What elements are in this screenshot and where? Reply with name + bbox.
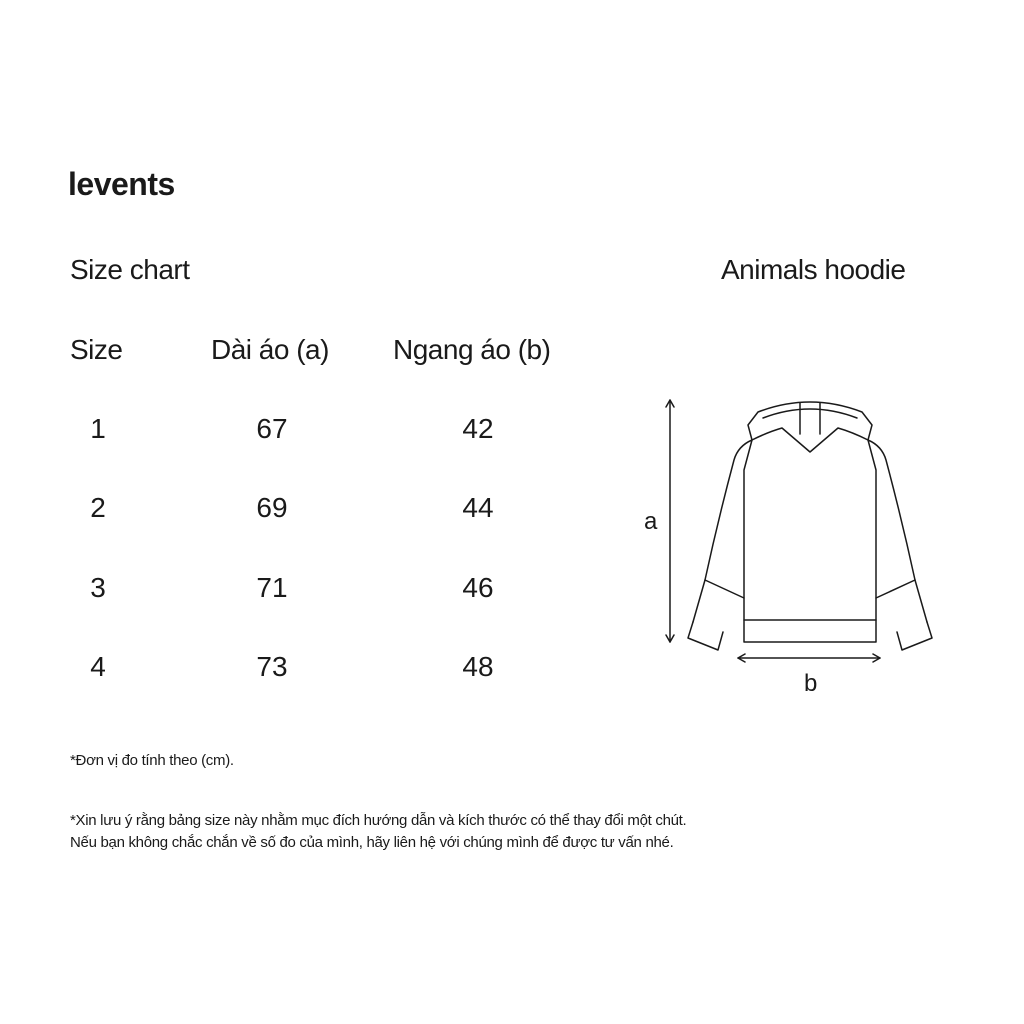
table-cell-size: 1	[90, 413, 106, 444]
disclaimer-note	[70, 810, 686, 854]
table-cell-length: 67	[256, 413, 288, 444]
table-cell-size: 3	[90, 572, 106, 603]
table-cell-size: 2	[90, 492, 106, 523]
table-cell-length: 71	[256, 572, 288, 603]
brand-logo: levents	[68, 166, 175, 202]
column-header-length: Dài áo (a)	[211, 334, 329, 365]
dimension-label-length: a	[644, 508, 658, 535]
table-cell-length: 73	[256, 651, 288, 682]
dimension-label-width: b	[804, 670, 818, 697]
unit-note: *Đơn vị đo tính theo (cm).	[70, 752, 234, 769]
table-cell-width: 44	[462, 492, 494, 523]
table-cell-size: 4	[90, 651, 106, 682]
hoodie-icon	[630, 390, 960, 710]
disclaimer-line-1: *Xin lưu ý rằng bảng size này nhằm mục đích hướng dẫn và kích thước có thể thay đổi một chút.	[70, 812, 687, 829]
column-header-size: Size	[70, 334, 123, 365]
table-cell-width: 46	[462, 572, 494, 603]
table-cell-width: 42	[462, 413, 494, 444]
disclaimer-line-2: Nếu bạn không chắc chắn về số đo của mình, hãy liên hệ với chúng mình để được tư vấn nhé.	[70, 834, 674, 851]
product-name: Animals hoodie	[721, 254, 906, 285]
table-cell-length: 69	[256, 492, 288, 523]
table-cell-width: 48	[462, 651, 494, 682]
page-title: Size chart	[70, 254, 190, 285]
column-header-width: Ngang áo (b)	[393, 334, 551, 365]
